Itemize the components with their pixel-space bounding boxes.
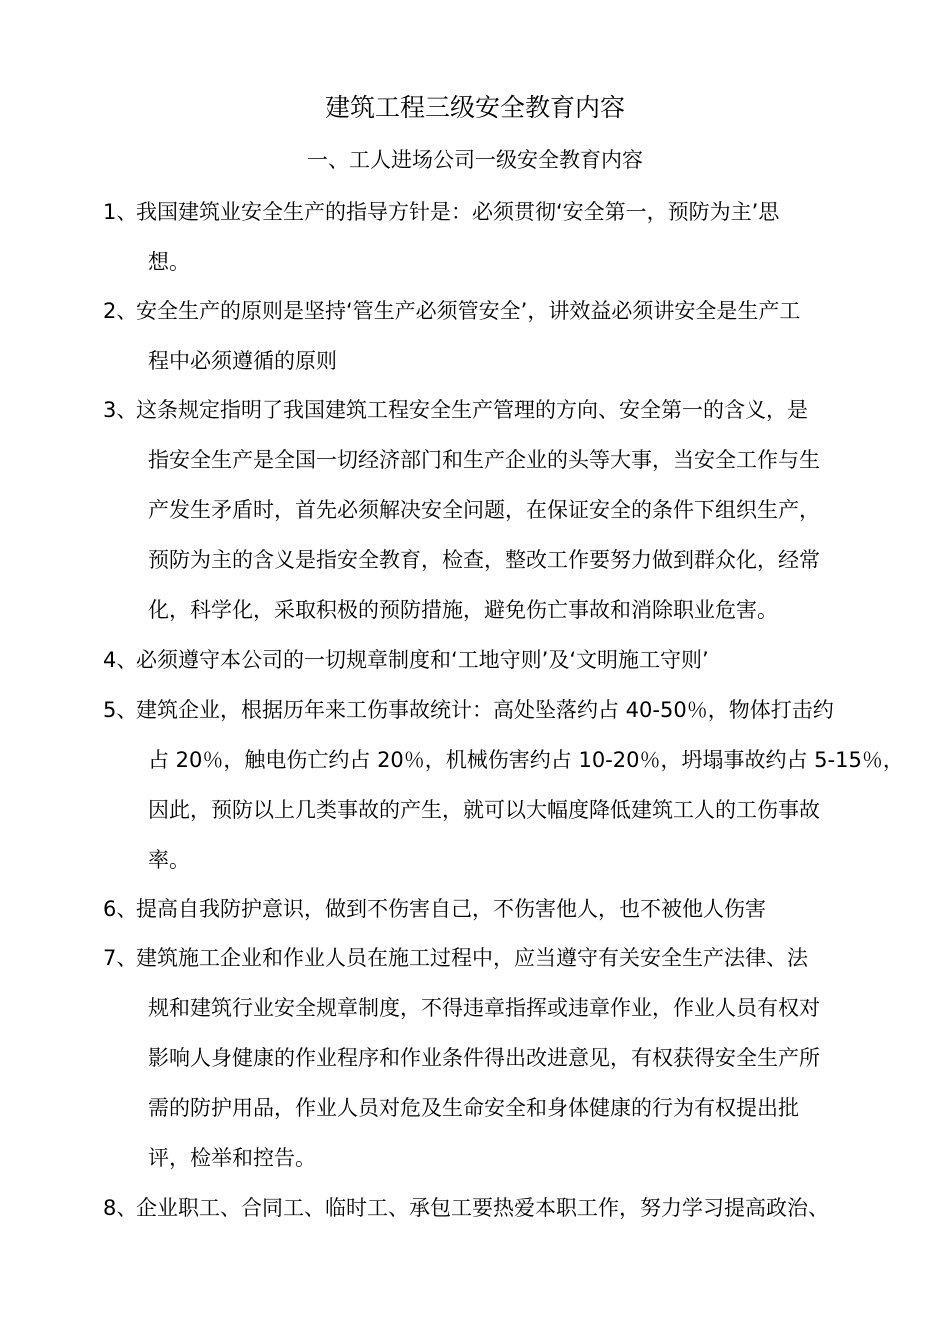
item-line: 预防为主的含义是指安全教育，检查，整改工作要努力做到群众化，经常	[148, 548, 820, 572]
section-title: 一、工人进场公司一级安全教育内容	[307, 148, 643, 172]
item-line: 化，科学化，采取积极的预防措施，避免伤亡事故和消除职业危害。	[148, 598, 778, 622]
item-line: 规和建筑行业安全规章制度，不得违章指挥或违章作业，作业人员有权对	[148, 996, 820, 1020]
item-line: 率。	[148, 848, 190, 872]
item-number: 1、	[103, 200, 138, 224]
item-line: 需的防护用品，作业人员对危及生命安全和身体健康的行为有权提出批	[148, 1096, 799, 1120]
item-number: 6、	[103, 897, 138, 921]
item-line: 建筑施工企业和作业人员在施工过程中，应当遵守有关安全生产法律、法	[136, 946, 808, 970]
item-line: 占 20％，触电伤亡约占 20％，机械伤害约占 10-20％，坍塌事故约占 5-15％，	[148, 748, 904, 772]
item-line: 安全生产的原则是坚持‘管生产必须管安全’，讲效益必须讲安全是生产工	[136, 299, 801, 323]
document-title: 建筑工程三级安全教育内容	[324, 93, 625, 122]
item-line: 因此，预防以上几类事故的产生，就可以大幅度降低建筑工人的工伤事故	[148, 798, 820, 822]
item-number: 7、	[103, 946, 138, 970]
item-number: 8、	[103, 1196, 138, 1220]
item-number: 5、	[103, 698, 138, 722]
item-line: 影响人身健康的作业程序和作业条件得出改进意见，有权获得安全生产所	[148, 1046, 820, 1070]
item-line: 提高自我防护意识，做到不伤害自己，不伤害他人，也不被他人伤害	[136, 897, 766, 921]
item-line: 我国建筑业安全生产的指导方针是：必须贯彻‘安全第一，预防为主’思	[136, 200, 780, 224]
item-number: 3、	[103, 398, 138, 422]
item-line: 指安全生产是全国一切经济部门和生产企业的头等大事，当安全工作与生	[148, 448, 820, 472]
item-line: 必须遵守本公司的一切规章制度和‘工地守则’及‘文明施工守则’	[136, 648, 709, 672]
item-line: 建筑企业，根据历年来工伤事故统计：高处坠落约占 40-50％，物体打击约	[136, 698, 834, 722]
item-line: 企业职工、合同工、临时工、承包工要热爱本职工作，努力学习提高政治、	[136, 1196, 829, 1220]
item-number: 2、	[103, 299, 138, 323]
item-line: 评，检举和控告。	[148, 1146, 316, 1170]
item-line: 产发生矛盾时，首先必须解决安全问题，在保证安全的条件下组织生产，	[148, 498, 820, 522]
item-line: 程中必须遵循的原则	[148, 349, 337, 373]
item-number: 4、	[103, 648, 138, 672]
item-line: 想。	[148, 250, 190, 274]
item-line: 这条规定指明了我国建筑工程安全生产管理的方向、安全第一的含义，是	[136, 398, 808, 422]
